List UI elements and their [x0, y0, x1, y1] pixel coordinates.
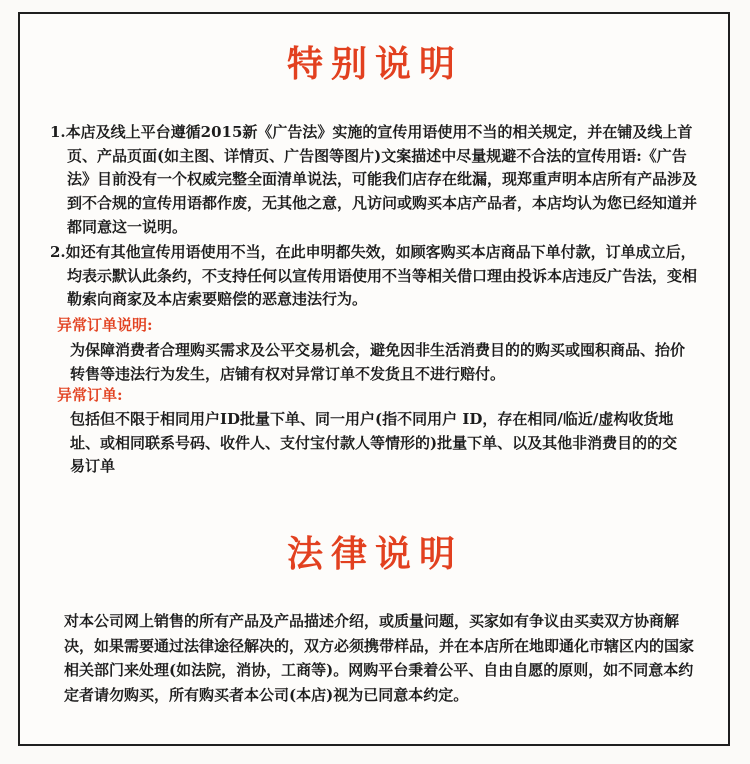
notice-item-2: 2.如还有其他宣传用语使用不当，在此申明都失效，如顾客购买本店商品下单付款，订单成立后，均表示默认此条约，不支持任何以宣传用语使用不当等相关借口理由投诉本店违反广告法，变相勒索向商家及本店索要赔偿的恶意违法行为。: [50, 243, 698, 309]
notice-item-1: 1.本店及线上平台遵循2015新《广告法》实施的宣传用语使用不当的相关规定，并在铺及线上首页、产品页面(如主图、详情页、广告图等图片)文案描述中尽量规避不合法的宣传用语:《广告法》目前没有一个权威完整全面清单说法，可能我们店存在纰漏，现郑重声明本店所有产品涉及到不合规的宣传用语都作废，无其他之意，凡访问或购买本店产品者，本店均认为您已经知道并都同意这一说明。: [50, 123, 698, 236]
abnormal-order-desc-text: 为保障消费者合理购买需求及公平交易机会，避免因非生活消费目的的购买或囤积商品、抬价转售等违法行为发生，店铺有权对异常订单不发货且不进行赔付。: [70, 341, 686, 383]
legal-notice-text: 对本公司网上销售的所有产品及产品描述介绍，或质量问题，买家如有争议由买卖双方协商解决，如果需要通过法律途径解决的，双方必须携带样品，并在本店所在地即通化市辖区内的国家相关部门来处理(如法院，消协，工商等)。网购平台秉着公平、自由自愿的原则，如不同意本约定者请勿购买，所有购买者本公司(本店)视为已同意本约定。: [64, 612, 695, 704]
abnormal-order-heading: 异常订单:: [57, 386, 123, 404]
abnormal-order-text: 包括但不限于相同用户ID批量下单、同一用户(指不同用户 ID，存在相同/临近/虚构收货地址、或相同联系号码、收件人、支付宝付款人等情形的)批量下单、以及其他非消费目的的交易订单: [70, 410, 678, 476]
special-notice-title: 特别说明: [286, 43, 463, 85]
abnormal-order-desc-heading: 异常订单说明:: [57, 316, 153, 334]
legal-notice-title: 法律说明: [286, 533, 463, 575]
